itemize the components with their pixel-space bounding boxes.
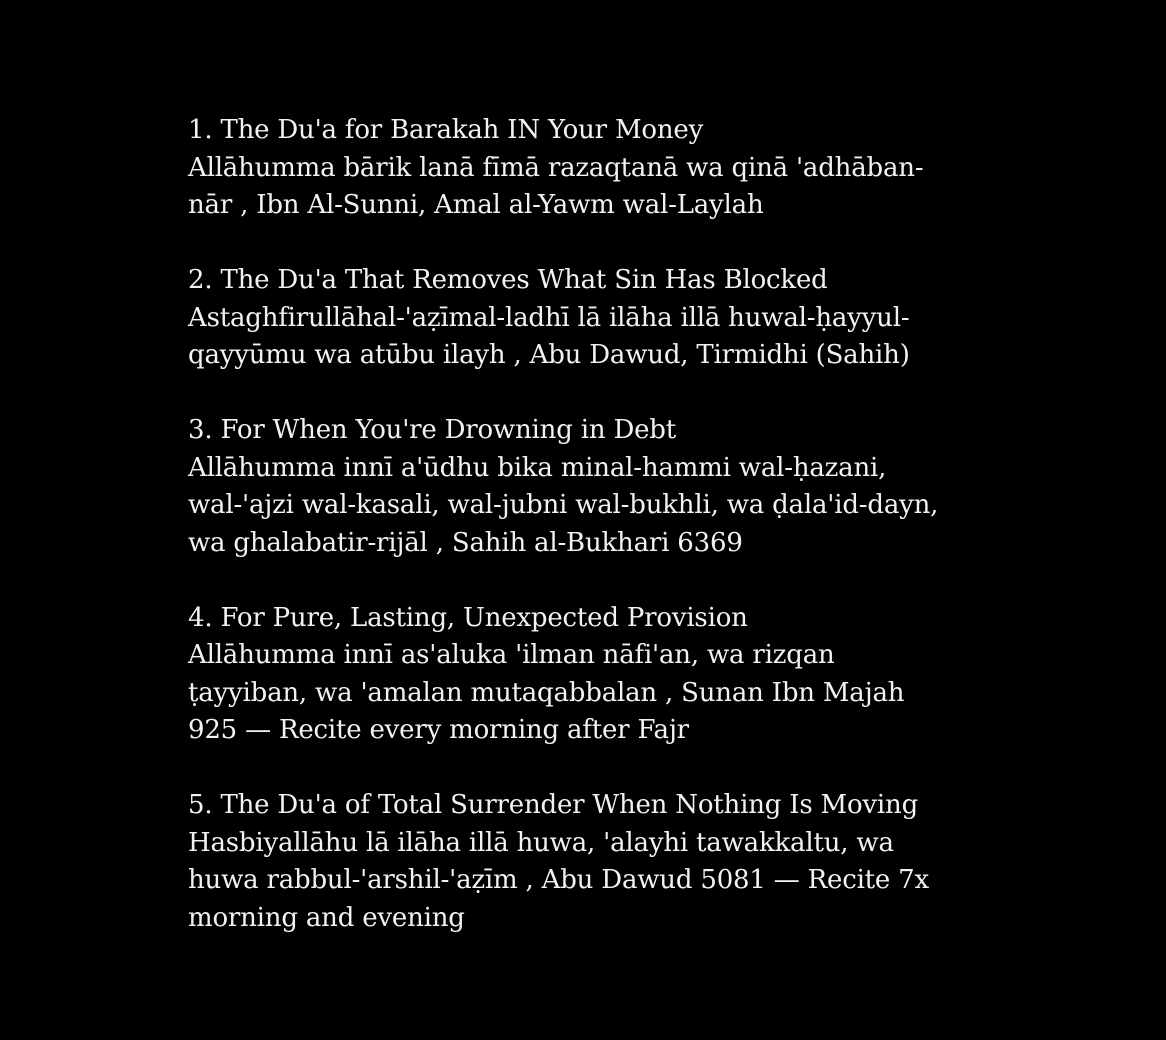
dua-title: 3. For When You're Drowning in Debt [188,415,676,445]
dua-list [188,112,1048,975]
dua-title: 1. The Du'a for Barakah IN Your Money [188,115,704,145]
dua-text-line: morning and evening [188,902,465,933]
dua-title: 2. The Du'a That Removes What Sin Has Blocked [188,265,828,295]
dua-text-line: wal-'ajzi wal-kasali, wal-jubni wal-bukhli, wa ḍala'id-dayn, [188,490,939,520]
dua-text-line: nār , Ibn Al-Sunni, Amal al-Yawm wal-Laylah [188,190,764,220]
dua-text-line: Allāhumma innī as'aluka 'ilman nāfi'an, wa rizqan [188,640,835,670]
dua-1 [188,112,1048,225]
dua-text-line: Hasbiyallāhu lā ilāha illā huwa, 'alayhi tawakkaltu, wa [188,827,894,858]
dua-text-line: wa ghalabatir-rijāl , Sahih al-Bukhari 6369 [188,527,743,558]
dua-text-line: qayyūmu wa atūbu ilayh , Abu Dawud, Tirmidhi (Sahih) [188,340,910,370]
dua-3 [188,412,1048,562]
dua-text-line: huwa rabbul-'arshil-'aẓīm , Abu Dawud 5081 — Recite 7x [188,865,929,895]
dua-4 [188,600,1048,750]
dua-title: 5. The Du'a of Total Surrender When Nothing Is Moving [188,790,919,820]
dua-text-line: Allāhumma innī a'ūdhu bika minal-hammi wal-ḥazani, [188,452,887,483]
dua-2 [188,262,1048,375]
dua-text-line: Astaghfirullāhal-'aẓīmal-ladhī lā ilāha illā huwal-ḥayyul- [188,302,910,333]
dua-text-line: ṭayyiban, wa 'amalan mutaqabbalan , Sunan Ibn Majah [188,677,905,708]
dua-text-line: Allāhumma bārik lanā fīmā razaqtanā wa qinā 'adhāban- [188,152,924,183]
dua-title: 4. For Pure, Lasting, Unexpected Provision [188,602,748,633]
dua-text-line: 925 — Recite every morning after Fajr [188,715,689,745]
dua-5 [188,787,1048,937]
